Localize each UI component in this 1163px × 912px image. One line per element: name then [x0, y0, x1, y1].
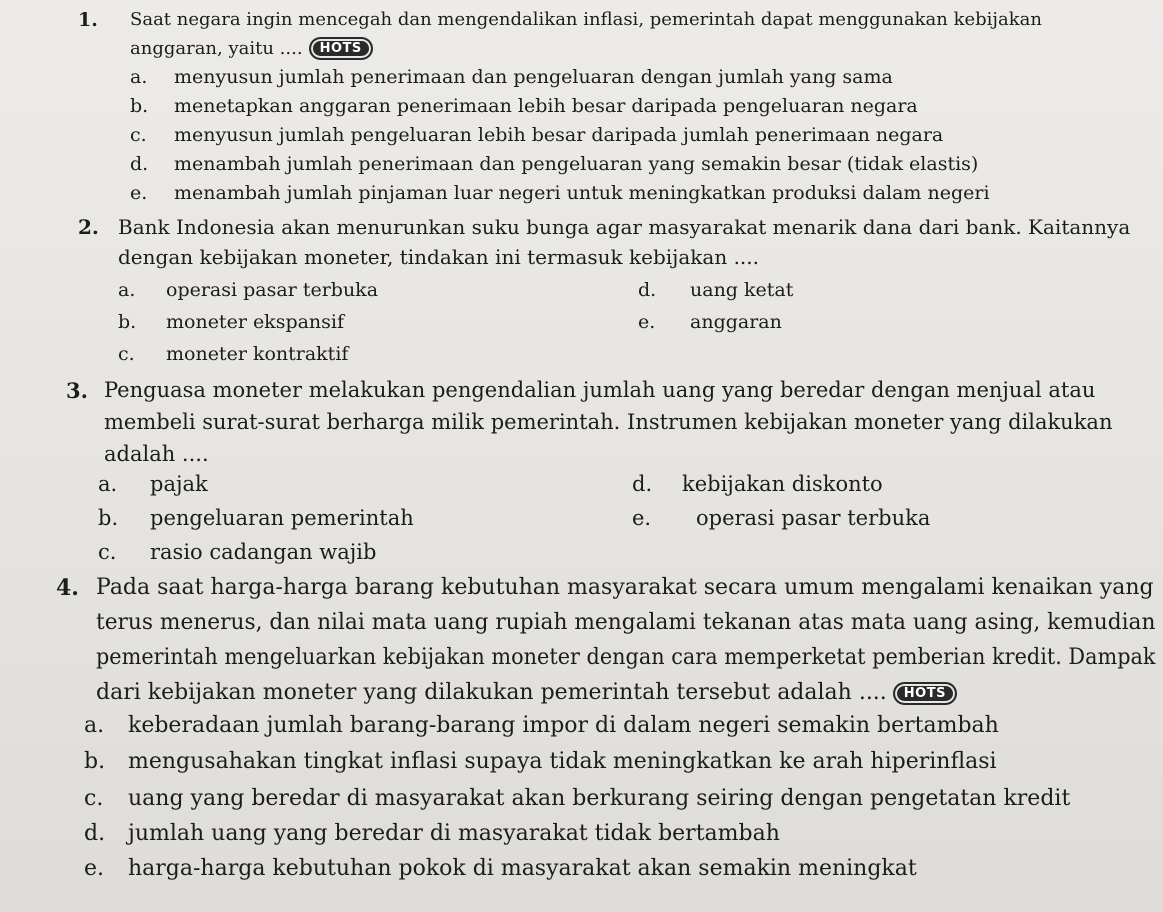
option-letter: e.: [638, 311, 656, 333]
question-number: 1.: [78, 9, 98, 31]
hots-badge: HOTS: [309, 37, 373, 60]
option-text: keberadaan jumlah barang-barang impor di dalam negeri semakin bertambah: [128, 713, 999, 738]
option-letter: a.: [118, 279, 136, 301]
question-number: 4.: [56, 575, 79, 601]
option-letter: d.: [632, 472, 653, 496]
option-text: menambah jumlah penerimaan dan pengeluaran yang semakin besar (tidak elastis): [174, 153, 979, 175]
option-letter: b.: [118, 311, 137, 333]
option-letter: a.: [98, 472, 118, 496]
option-text: uang yang beredar di masyarakat akan berkurang seiring dengan pengetatan kredit: [128, 786, 1071, 811]
option-text: mengusahakan tingkat inflasi supaya tidak meningkatkan ke arah hiperinflasi: [128, 749, 997, 774]
question-stem-line: Penguasa moneter melakukan pengendalian jumlah uang yang beredar dengan menjual atau: [104, 378, 1096, 402]
question-stem-line: terus menerus, dan nilai mata uang rupiah mengalami tekanan atas mata uang asing, kemudian: [96, 610, 1156, 635]
question-stem-line: membeli surat-surat berharga milik pemerintah. Instrumen kebijakan moneter yang dilakukan: [104, 410, 1113, 434]
hots-badge: HOTS: [893, 682, 957, 705]
question-stem-line: dengan kebijakan moneter, tindakan ini termasuk kebijakan ....: [118, 245, 760, 269]
option-text: menetapkan anggaran penerimaan lebih besar daripada pengeluaran negara: [174, 95, 918, 117]
question-stem-line: adalah ....: [104, 442, 209, 466]
option-text: operasi pasar terbuka: [166, 279, 379, 301]
option-letter: a.: [130, 66, 148, 88]
option-letter: e.: [130, 182, 148, 204]
option-letter: c.: [130, 124, 147, 146]
option-text: pajak: [150, 472, 208, 496]
option-text: anggaran: [690, 311, 782, 333]
option-letter: b.: [84, 749, 106, 774]
option-text: pengeluaran pemerintah: [150, 506, 414, 530]
option-letter: c.: [98, 540, 117, 564]
option-text: operasi pasar terbuka: [696, 506, 931, 530]
option-letter: c.: [84, 786, 104, 811]
option-letter: b.: [98, 506, 119, 530]
option-letter: d.: [84, 821, 106, 846]
question-number: 3.: [66, 378, 88, 403]
option-text: menyusun jumlah pengeluaran lebih besar daripada jumlah penerimaan negara: [174, 124, 944, 146]
question-stem-line: dari kebijakan moneter yang dilakukan pemerintah tersebut adalah .... HOTS: [96, 680, 957, 707]
question-stem-line: Bank Indonesia akan menurunkan suku bunga agar masyarakat menarik dana dari bank. Kaitannya: [118, 215, 1131, 239]
option-letter: e.: [632, 506, 652, 530]
question-stem-line: pemerintah mengeluarkan kebijakan moneter dengan cara memperketat pemberian kredit. Dampak: [96, 645, 1156, 670]
option-letter: e.: [84, 856, 105, 881]
question-stem-line: anggaran, yaitu .... HOTS: [130, 38, 373, 62]
option-text: moneter ekspansif: [166, 311, 345, 333]
option-letter: a.: [84, 713, 105, 738]
question-number: 2.: [78, 215, 99, 239]
option-letter: d.: [130, 153, 149, 175]
option-letter: b.: [130, 95, 149, 117]
option-text: jumlah uang yang beredar di masyarakat tidak bertambah: [128, 821, 780, 846]
option-text: harga-harga kebutuhan pokok di masyarakat akan semakin meningkat: [128, 856, 917, 881]
question-stem-line: Pada saat harga-harga barang kebutuhan masyarakat secara umum mengalami kenaikan yang: [96, 575, 1154, 600]
option-text: menambah jumlah pinjaman luar negeri untuk meningkatkan produksi dalam negeri: [174, 182, 990, 204]
option-text: moneter kontraktif: [166, 343, 349, 365]
option-text: menyusun jumlah penerimaan dan pengeluaran dengan jumlah yang sama: [174, 66, 893, 88]
option-text: kebijakan diskonto: [682, 472, 883, 496]
option-letter: c.: [118, 343, 135, 365]
option-text: uang ketat: [690, 279, 794, 301]
option-letter: d.: [638, 279, 657, 301]
option-text: rasio cadangan wajib: [150, 540, 377, 564]
question-stem-line: Saat negara ingin mencegah dan mengendalikan inflasi, pemerintah dapat menggunakan kebijakan: [130, 9, 1042, 30]
